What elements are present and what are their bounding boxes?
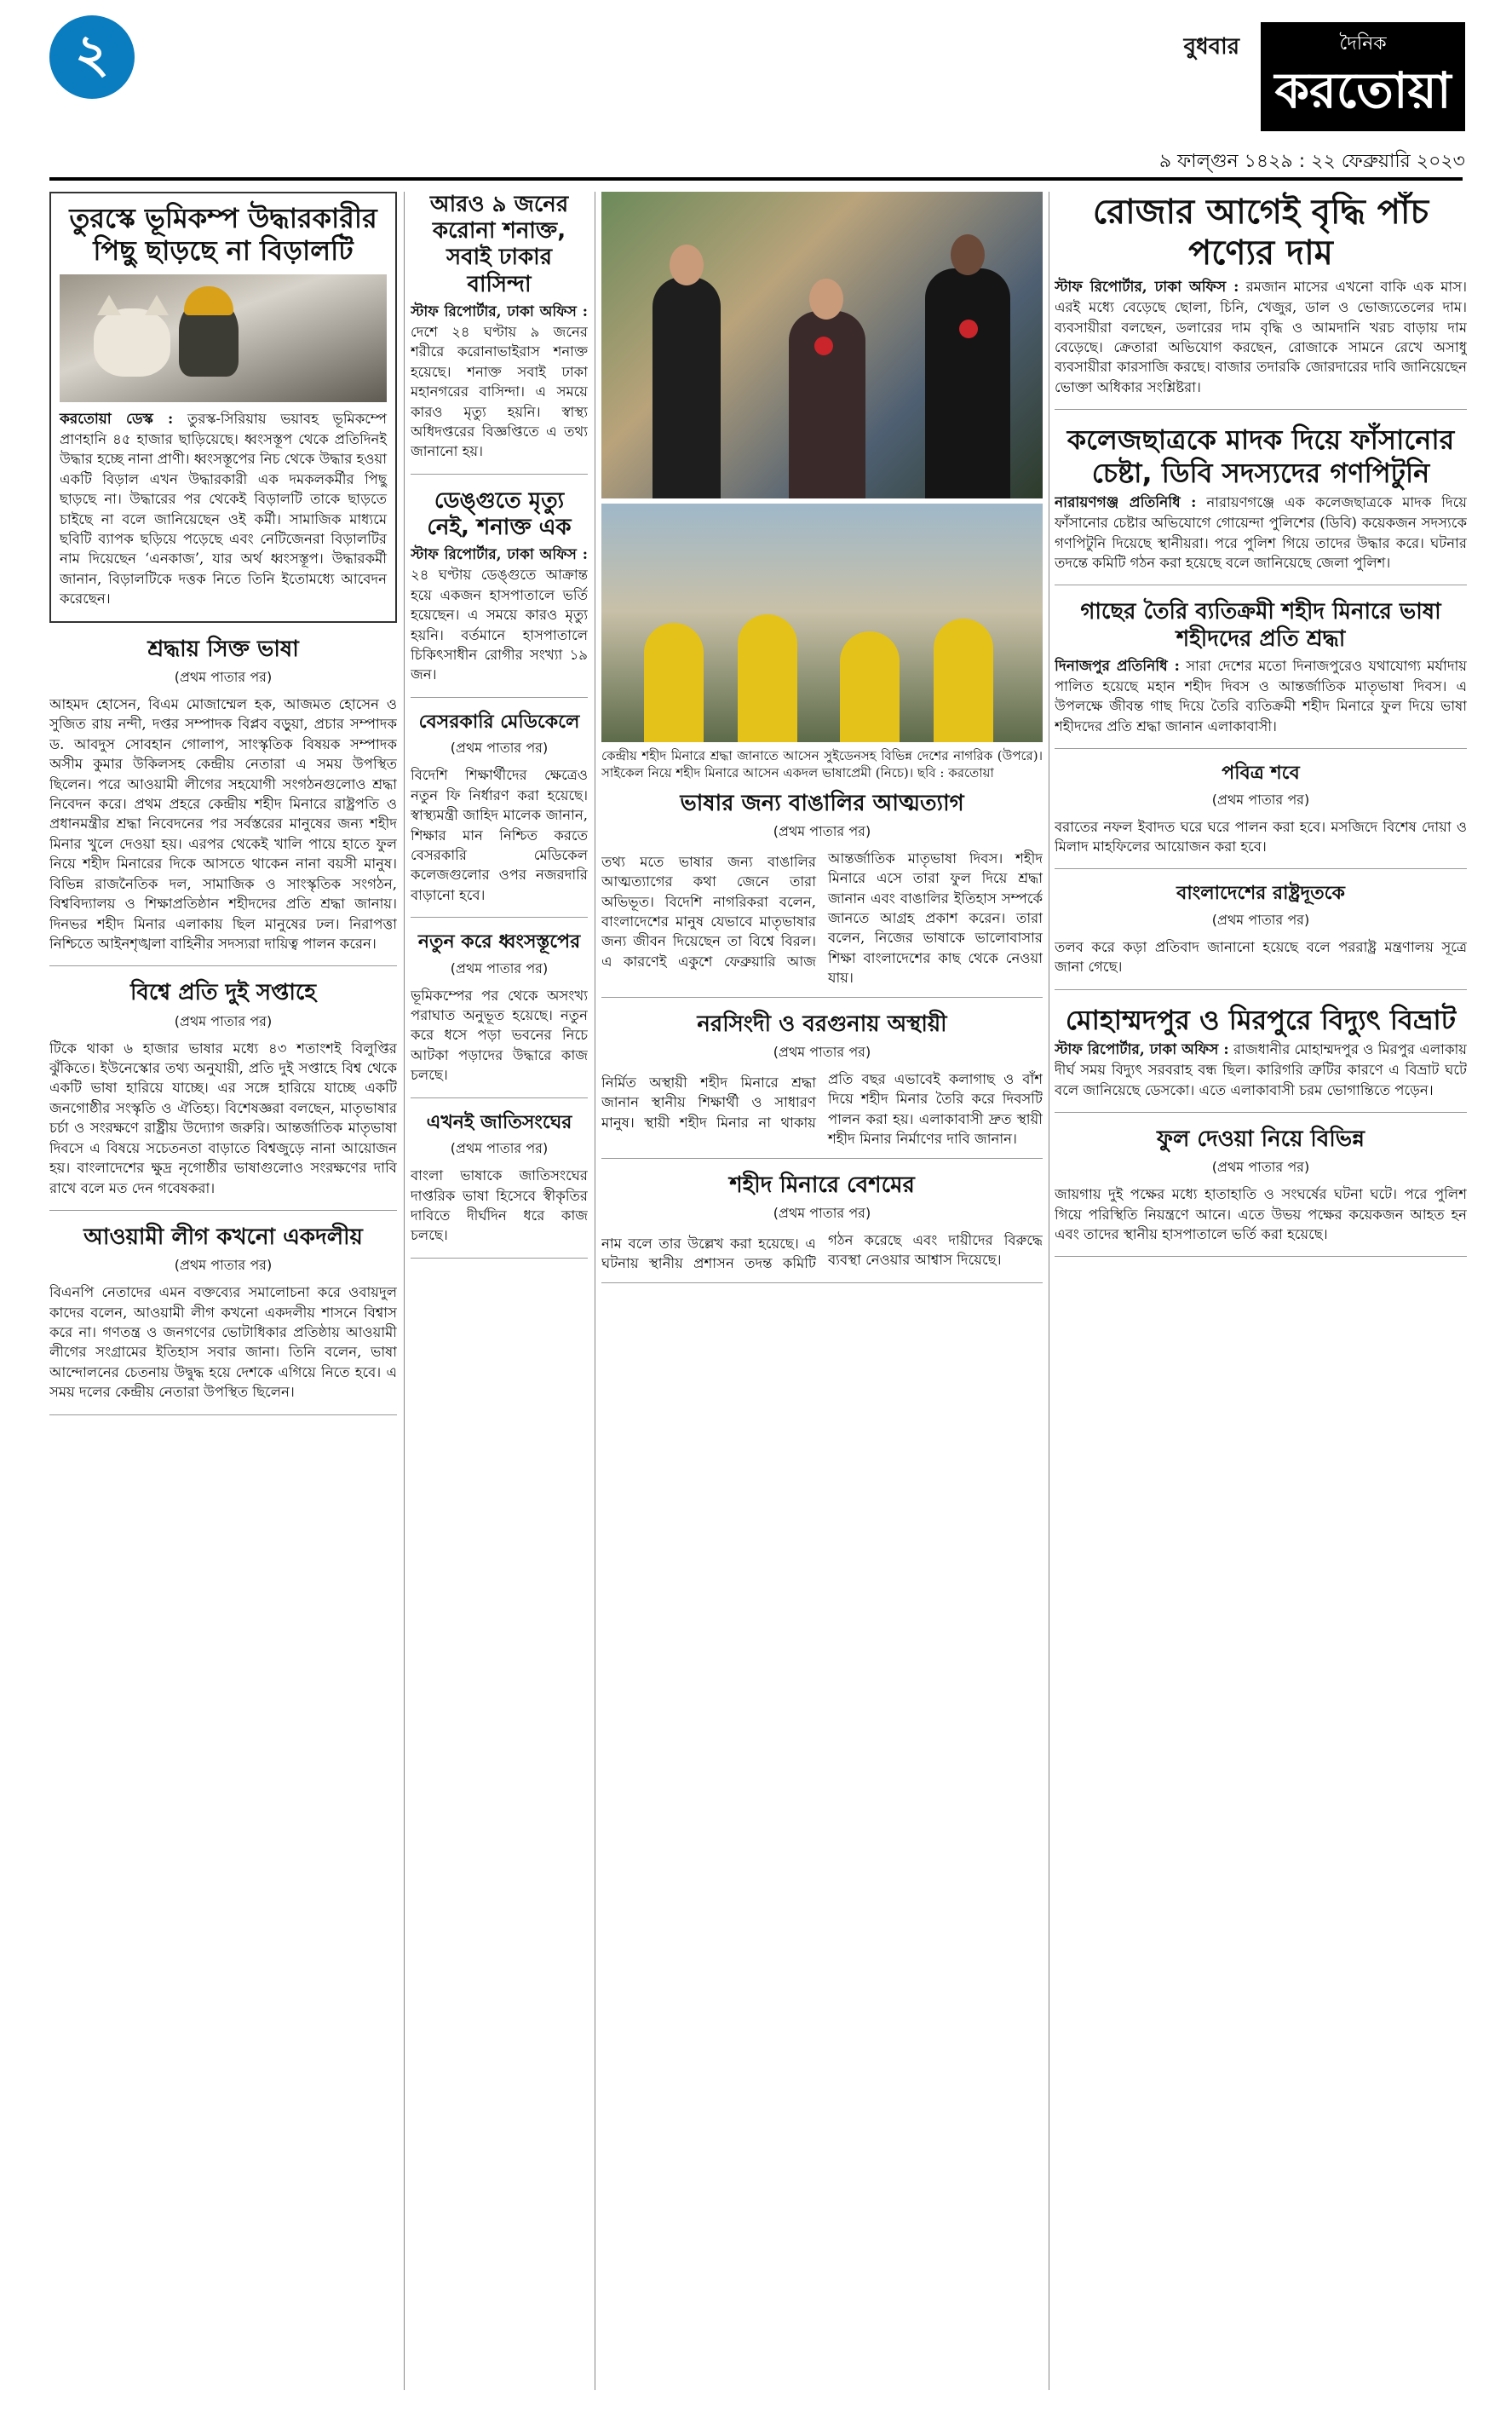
masthead — [49, 15, 1465, 176]
story-body: ২৪ ঘণ্টায় ডেঙ্গুতে আক্রান্ত হয়ে একজন হাসপাতালে ভর্তি হয়েছেন। এ সময়ে কারও মৃত্যু হয়নি। বর্তমানে হাসপাতালে চিকিৎসাধীন রোগীর সংখ্যা ১৯ জন। — [411, 567, 588, 683]
story-bhasha — [49, 637, 397, 967]
headline: ফুল দেওয়া নিয়ে বিভিন্ন — [1156, 1126, 1365, 1152]
story-body: বিএনপি নেতাদের এমন বক্তব্যের সমালোচনা করে ওবায়দুল কাদের বলেন, আওয়ামী লীগ কখনো একদলীয় শাসনে বিশ্বাস করে না। গণতন্ত্র ও জনগণের ভোটাধিকার প্রতিষ্ঠায় আওয়ামী লীগের সংগ্রামের ইতিহাস সবার জানা। তিনি বলেন, ভাষা আন্দোলনের চেতনায় উদ্বুদ্ধ হয়ে দেশকে এগিয়ে নিতে হবে। এ সময় দলের কেন্দ্রীয় নেতারা উপস্থিত ছিলেন। — [49, 1284, 397, 1401]
headline: কলেজছাত্রকে মাদক দিয়ে ফাঁসানোর চেষ্টা, ডিবি সদস্যদের গণপিটুনি — [1066, 423, 1455, 489]
continuation: (প্রথম পাতার পর) — [450, 959, 549, 976]
column-1 — [49, 192, 397, 2390]
story-body: রাজধানীর মোহাম্মদপুর ও মিরপুর এলাকায় দীর্ঘ সময় বিদ্যুৎ সরবরাহ বন্ধ ছিল। কারিগরি ত্রুটির কারণে এ বিভ্রাট ঘটে বলে জানিয়েছে ডেসকো। এতে এলাকাবাসী চরম ভোগান্তিতে পড়েন। — [1055, 1041, 1467, 1098]
story-body: তলব করে কড়া প্রতিবাদ জানানো হয়েছে বলে পররাষ্ট্র মন্ত্রণালয় সূত্রে জানা গেছে। — [1055, 938, 1467, 976]
headline: বিশ্বে প্রতি দুই সপ্তাহে — [129, 980, 317, 1006]
flower — [814, 337, 833, 355]
helmet-figure — [184, 286, 233, 315]
story-body: তথ্য মতে ভাষার জন্য বাঙালির আত্মত্যাগের কথা জেনে তারা অভিভূত। বিদেশি নাগরিকরা বলেন, বাংলাদেশের মানুষ যেভাবে মাতৃভাষার জন্য জীবন দিয়েছেন তা বিশ্বে বিরল। এ কারণেই একুশে ফেব্রুয়ারি আজ আন্তর্জাতিক মাতৃভাষা দিবস। শহীদ মিনারে এসে তারা ফুল দিয়ে শ্রদ্ধা জানান এবং বাঙালির ইতিহাস সম্পর্কে জানতে আগ্রহ প্রকাশ করেন। তারা বলেন, নিজের ভাষাকে ভালোবাসার শিক্ষা বাংলাদেশের কাছ থেকে নেওয়া যায়। — [601, 850, 1043, 987]
continuation: (প্রথম পাতার পর) — [773, 1204, 871, 1221]
byline: স্টাফ রিপোর্টার, ঢাকা অফিস : — [1055, 1041, 1229, 1059]
story-body: নির্মিত অস্থায়ী শহীদ মিনারে শ্রদ্ধা জানান স্থানীয় শিক্ষার্থী ও সাধারণ মানুষ। স্থায়ী শহীদ মিনার না থাকায় প্রতি বছর এভাবেই কলাগাছ ও বাঁশ দিয়ে শহীদ মিনার তৈরি করে দিবসটি পালন করা হয়। এলাকাবাসী দ্রুত স্থায়ী শহীদ মিনার নির্মাণের দাবি জানান। — [601, 1070, 1043, 1148]
story-phool — [1055, 1126, 1467, 1257]
story-awami — [49, 1224, 397, 1415]
headline: তুরস্কে ভূমিকম্প উদ্ধারকারীর পিছু ছাড়ছে না বিড়ালটি — [69, 202, 377, 268]
story-body: রমজান মাসের এখনো বাকি এক মাস। এরই মধ্যে বেড়েছে ছোলা, চিনি, খেজুর, ডাল ও ভোজ্যতেলের দাম। ব্যবসায়ীরা বলছেন, ডলারের দাম বৃদ্ধি ও আমদানি খরচ বাড়ায় দাম বেড়েছে। ক্রেতারা অভিযোগ করছেন, রোজাকে সামনে রেখে অসাধু ব্যবসায়ীরা কারসাজি করছে। বাজার তদারকি জোরদারের দাবি জানিয়েছেন ভোক্তা অধিকার সংশ্লিষ্টরা। — [1055, 279, 1467, 395]
story-bishwe — [49, 980, 397, 1211]
story-rashtroduto — [1055, 883, 1467, 989]
logo-prefix: দৈনিক — [1339, 33, 1387, 55]
story-body: বরাতের নফল ইবাদত ঘরে ঘরে পালন করা হবে। মসজিদে বিশেষ দোয়া ও মিলাদ মাহফিলের আয়োজন করা হবে। — [1055, 818, 1467, 855]
logo-name: করতোয়া — [1274, 61, 1452, 119]
continuation: (প্রথম পাতার পর) — [773, 1043, 871, 1060]
flower — [959, 320, 978, 338]
cyclist-figure — [644, 623, 704, 742]
person-figure — [925, 268, 1010, 498]
story-beshomor — [601, 1172, 1043, 1283]
story-corona — [411, 192, 588, 475]
headline: বেসরকারি মেডিকেলে — [418, 711, 580, 733]
byline: স্টাফ রিপোর্টার, ঢাকা অফিস : — [1055, 279, 1239, 296]
headline: শহীদ মিনারে বেশমের — [729, 1172, 915, 1198]
cyclist-figure — [934, 619, 993, 742]
column-2 — [411, 192, 588, 2390]
person-head — [951, 234, 985, 275]
kitten-figure — [94, 308, 170, 377]
headline: ভাষার জন্য বাঙালির আত্মত্যাগ — [680, 790, 964, 816]
headline: রোজার আগেই বৃদ্ধি পাঁচ পণ্যের দাম — [1092, 193, 1429, 273]
headline: ডেঙ্গুতে মৃত্যু নেই, শনাক্ত এক — [427, 487, 572, 541]
dateline: ৯ ফাল্গুন ১৪২৯ : ২২ ফেব্রুয়ারি ২০২৩ — [1158, 151, 1465, 172]
story-body: সারা দেশের মতো দিনাজপুরেও যথাযোগ্য মর্যাদায় পালিত হয়েছে মহান শহীদ দিবস ও আন্তর্জাতিক মাতৃভাষা দিবস। এ উপলক্ষে জীবন্ত গাছ দিয়ে তৈরি ব্যতিক্রমী শহীদ মিনারে ফুল দিয়ে ভাষা শহীদদের প্রতি শ্রদ্ধা জানান এলাকাবাসী। — [1055, 657, 1467, 734]
story-body: বিদেশি শিক্ষার্থীদের ক্ষেত্রেও নতুন ফি নির্ধারণ করা হয়েছে। স্বাস্থ্যমন্ত্রী জাহিদ মালেক জানান, শিক্ষার মান নিশ্চিত করতে বেসরকারি মেডিকেল কলেজগুলোর ওপর নজরদারি বাড়ানো হবে। — [411, 767, 588, 903]
headline: এখনই জাতিসংঘের — [426, 1111, 572, 1133]
continuation: (প্রথম পাতার পর) — [174, 668, 273, 685]
story-narsingdi — [601, 1011, 1043, 1159]
headline: বাংলাদেশের রাষ্ট্রদূতকে — [1176, 883, 1345, 905]
photo-cyclists — [601, 504, 1043, 742]
headline: গাছের তৈরি ব্যতিক্রমী শহীদ মিনারে ভাষা শহীদদের প্রতি শ্রদ্ধা — [1080, 599, 1441, 652]
story-body: ভূমিকম্পের পর থেকে অসংখ্য পরাঘাত অনুভূত হয়েছে। নতুন করে ধসে পড়া ভবনের নিচে আটকা পড়াদের উদ্ধারে কাজ চলছে। — [411, 987, 588, 1084]
story-medical — [411, 711, 588, 918]
story-body: নারায়ণগঞ্জে এক কলেজছাত্রকে মাদক দিয়ে ফাঁসানোর চেষ্টার অভিযোগে গোয়েন্দা পুলিশের (ডিবি) কয়েকজন সদস্যকে গণপিটুনি দিয়েছে স্থানীয়রা। পরে পুলিশ গিয়ে তাদের উদ্ধার করে। ঘটনার তদন্তে কমিটি গঠন করা হয়েছে বলে জানিয়েছে জেলা পুলিশ। — [1055, 494, 1467, 571]
byline: করতোয়া ডেস্ক : — [60, 410, 174, 428]
headline: আরও ৯ জনের করোনা শনাক্ত, সবাই ঢাকার বাসিন্দা — [429, 192, 569, 297]
story-body: বাংলা ভাষাকে জাতিসংঘের দাপ্তরিক ভাষা হিসেবে স্বীকৃতির দাবিতে দীর্ঘদিন ধরে কাজ চলছে। — [411, 1167, 588, 1244]
story-pobitro — [1055, 763, 1467, 869]
byline: দিনাজপুর প্রতিনিধি : — [1055, 657, 1180, 675]
column-3 — [601, 192, 1043, 2390]
story-body: দেশে ২৪ ঘণ্টায় ৯ জনের শরীরে করোনাভাইরাস শনাক্ত হয়েছে। শনাক্ত সবাই ঢাকা মহানগরের বাসিন্দা। এ সময়ে কারও মৃত্যু হয়নি। স্বাস্থ্য অধিদপ্তরের বিজ্ঞপ্তিতে এ তথ্য জানানো হয়। — [411, 323, 588, 460]
story-dhongso — [411, 931, 588, 1098]
byline: স্টাফ রিপোর্টার, ঢাকা অফিস : — [411, 546, 588, 564]
newspaper-logo — [1261, 22, 1465, 131]
continuation: (প্রথম পাতার পর) — [450, 1140, 549, 1157]
column-divider — [404, 192, 405, 2390]
headline: মোহাম্মদপুর ও মিরপুরে বিদ্যুৎ বিভ্রাট — [1065, 1003, 1457, 1036]
story-bhashar — [601, 791, 1043, 998]
kitten-photo — [60, 274, 387, 402]
headline: পবিত্র শবে — [1222, 763, 1300, 785]
headline: নরসিংদী ও বরগুনায় অস্থায়ী — [697, 1011, 947, 1037]
page-number-badge: ২ — [49, 15, 135, 99]
cyclist-figure — [738, 614, 797, 742]
story-roja — [1055, 192, 1467, 410]
continuation: (প্রথম পাতার পর) — [1211, 911, 1310, 928]
photo-foreign-visitors — [601, 192, 1043, 498]
continuation: (প্রথম পাতার পর) — [773, 822, 871, 839]
person-head — [670, 245, 704, 285]
story-body: নাম বলে তার উল্লেখ করা হয়েছে। এ ঘটনায় স্থানীয় প্রশাসন তদন্ত কমিটি গঠন করেছে এবং দায়ীদের বিরুদ্ধে ব্যবস্থা নেওয়ার আশ্বাস দিয়েছে। — [601, 1231, 1043, 1272]
continuation: (প্রথম পাতার পর) — [450, 740, 549, 757]
story-dengue — [411, 488, 588, 698]
story-mohammadpur — [1055, 1004, 1467, 1113]
continuation: (প্রথম পাতার পর) — [1211, 791, 1310, 808]
story-body: তুরস্ক-সিরিয়ায় ভয়াবহ ভূমিকম্পে প্রাণহানি ৪৫ হাজার ছাড়িয়েছে। ধ্বংসস্তূপ থেকে প্রতিদিনই উদ্ধার হচ্ছে নানা প্রাণী। ধ্বংসস্তূপের নিচ থেকে উদ্ধার হওয়া একটি বিড়াল এখন উদ্ধারকারী এক দমকলকর্মীর পিছু ছাড়ছে না। উদ্ধারের পর থেকেই বিড়ালটি তাকে ছাড়তে চাইছে না বলে জানিয়েছেন ওই কর্মী। সামাজিক মাধ্যমে ছবিটি ব্যাপক ছড়িয়ে পড়েছে এবং নেটিজেনরা বিড়ালটির নাম দিয়েছেন ‘এনকাজ’, যার অর্থ ধ্বংসস্তূপ। উদ্ধারকর্মী জানান, বিড়ালটিকে দত্তক নিতে তিনি ইতোমধ্যে আবেদন করেছেন। — [60, 410, 387, 608]
kitten-ear — [145, 295, 169, 315]
continuation: (প্রথম পাতার পর) — [174, 1012, 273, 1029]
continuation: (প্রথম পাতার পর) — [174, 1257, 273, 1274]
continuation: (প্রথম পাতার পর) — [1211, 1159, 1310, 1176]
kitten-ear — [97, 295, 121, 315]
headline: শ্রদ্ধায় সিক্ত ভাষা — [147, 636, 299, 662]
story-body: টিকে থাকা ৬ হাজার ভাষার মধ্যে ৪৩ শতাংশই বিলুপ্তির ঝুঁকিতে। ইউনেস্কোর তথ্য অনুযায়ী, প্রতি দুই সপ্তাহে বিশ্ব থেকে একটি ভাষা হারিয়ে যাচ্ছে। এর সঙ্গে হারিয়ে যাচ্ছে একটি জনগোষ্ঠীর সংস্কৃতি ও ঐতিহ্য। বিশেষজ্ঞরা বলছেন, মাতৃভাষার চর্চা ও সংরক্ষণে রাষ্ট্রীয় উদ্যোগ জরুরি। আন্তর্জাতিক মাতৃভাষা দিবসে এ বিষয়ে সচেতনতা বাড়াতে বিশ্বজুড়ে নানা আয়োজন হয়। বাংলাদেশের ক্ষুদ্র নৃগোষ্ঠীর ভাষাগুলোও সংরক্ষণের দাবি রাখে বলে মত দেন গবেষকরা। — [49, 1040, 397, 1196]
byline: নারায়ণগঞ্জ প্রতিনিধি : — [1055, 494, 1197, 512]
story-college — [1055, 423, 1467, 585]
headline: নতুন করে ধ্বংসস্তূপের — [417, 931, 581, 953]
header-rule — [49, 177, 1463, 181]
cyclist-figure — [840, 631, 900, 742]
story-body: আহমদ হোসেন, বিএম মোজাম্মেল হক, আজমত হোসেন ও সুজিত রায় নন্দী, দপ্তর সম্পাদক বিপ্লব বড়ুয়া, প্রচার সম্পাদক ড. আবদুস সোবহান গোলাপ, সাংস্কৃতিক বিষয়ক সম্পাদক অসীম কুমার উকিলসহ কেন্দ্রীয় নেতারা এ সময় উপস্থিত ছিলেন। পরে আওয়ামী লীগের সহযোগী সংগঠনগুলোও শ্রদ্ধা নিবেদন করে। প্রথম প্রহরে কেন্দ্রীয় শহীদ মিনারে রাষ্ট্রপতি ও প্রধানমন্ত্রীর শ্রদ্ধা নিবেদনের পর সর্বস্তরের মানুষের জন্য শহীদ মিনার খুলে দেওয়া হয়। এরপর থেকেই খালি পায়ে হাতে ফুল নিয়ে শহীদ মিনারের দিকে আসতে থাকেন নানা বয়সী মানুষ। বিভিন্ন রাজনৈতিক দল, সামাজিক ও সাংস্কৃতিক সংগঠন, বিশ্ববিদ্যালয় ও শিক্ষাপ্রতিষ্ঠান শহীদদের প্রতি শ্রদ্ধা জানায়। দিনভর শহীদ মিনার এলাকায় ছিল মানুষের ঢল। নিরাপত্তা নিশ্চিতে আইনশৃঙ্খলা বাহিনীর সদস্যরা দায়িত্ব পালন করেন। — [49, 695, 397, 952]
headline: আওয়ামী লীগ কখনো একদলীয় — [83, 1224, 363, 1250]
byline: স্টাফ রিপোর্টার, ঢাকা অফিস : — [411, 302, 588, 320]
photo-caption: কেন্দ্রীয় শহীদ মিনারে শ্রদ্ধা জানাতে আসেন সুইডেনসহ বিভিন্ন দেশের নাগরিক (উপরে)। সাইকেল নিয়ে শহীদ মিনারে আসেন একদল ভাষাপ্রেমী (নিচে)। ছবি : করতোয়া — [601, 748, 1043, 781]
story-kitten — [49, 192, 397, 623]
story-gach — [1055, 599, 1467, 749]
story-jatisongho — [411, 1112, 588, 1259]
column-4 — [1055, 192, 1467, 2390]
person-figure — [653, 277, 721, 498]
weekday: বুধবার — [1183, 34, 1239, 60]
story-body: জায়গায় দুই পক্ষের মধ্যে হাতাহাতি ও সংঘর্ষের ঘটনা ঘটে। পরে পুলিশ গিয়ে পরিস্থিতি নিয়ন্ত্রণে আনে। এতে উভয় পক্ষের কয়েকজন আহত হন এবং তাদের স্থানীয় হাসপাতালে ভর্তি করা হয়েছে। — [1055, 1186, 1467, 1243]
person-head — [809, 279, 843, 320]
